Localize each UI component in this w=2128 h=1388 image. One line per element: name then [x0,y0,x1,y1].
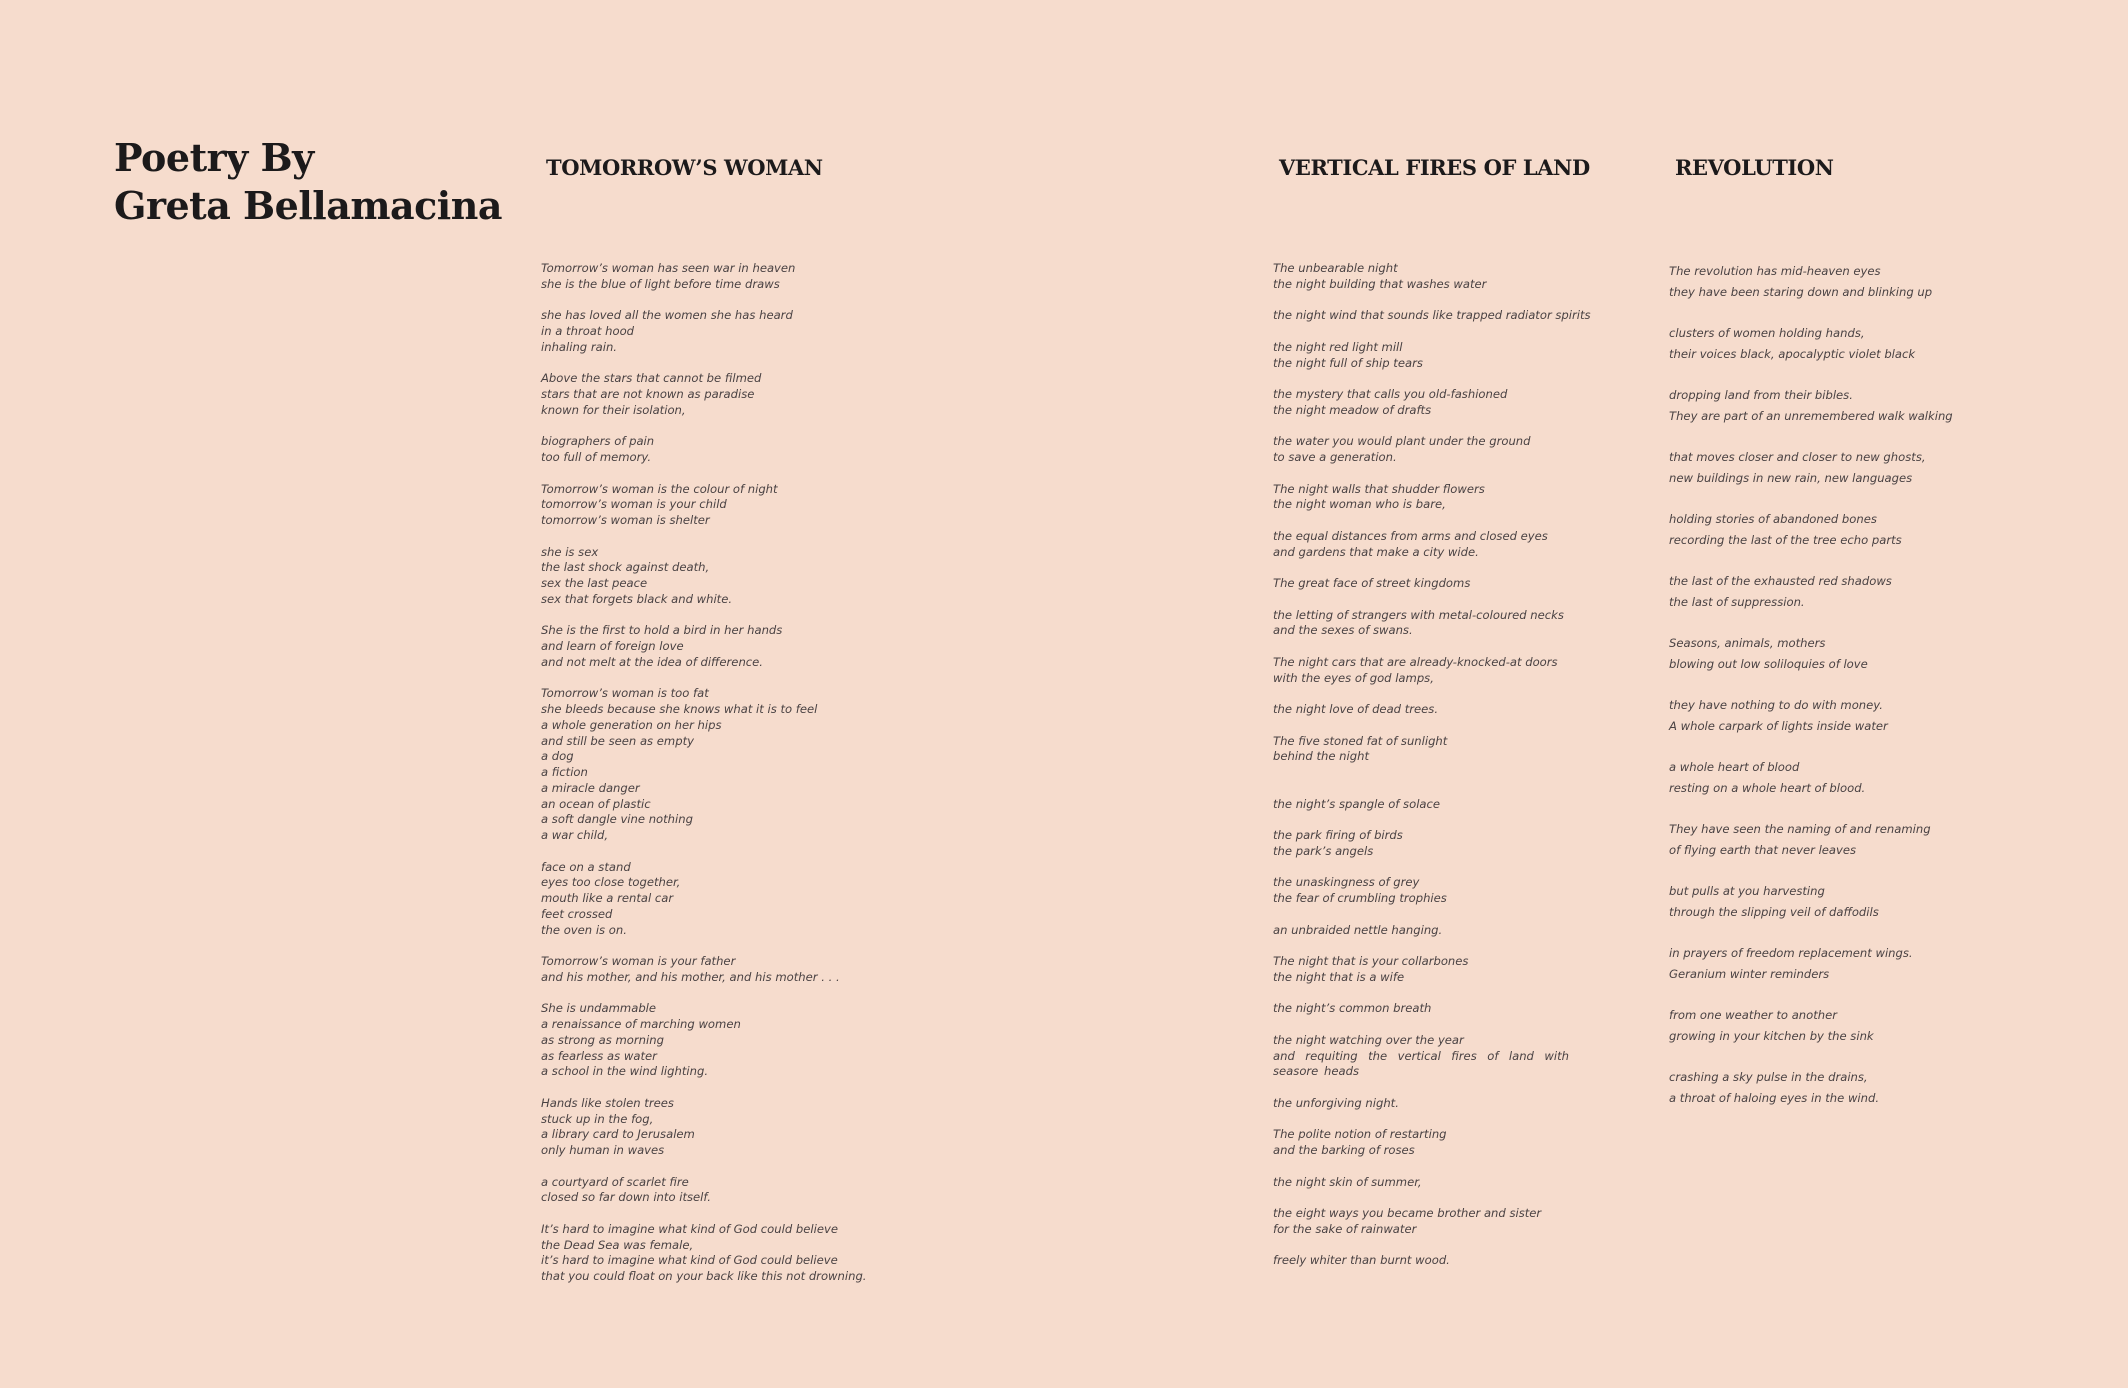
poem-line: biographers of pain [541,434,655,449]
stanza [541,1222,867,1285]
poem-line: Seasons, animals, mothers [1669,636,1826,650]
poem-line: for the sake of rainwater [1273,1221,1417,1236]
poem-line: a library card to Jerusalem [541,1127,695,1142]
poem-line: she is the blue of light before time draws [541,276,780,291]
poem-line: The night walls that shudder flowers [1273,481,1485,496]
poem-line: the night that is a wife [1273,969,1405,984]
stanza [541,623,867,670]
poem-line: a courtyard of scarlet fire [541,1174,689,1189]
stanza [541,954,867,986]
poem-line: the oven is on. [541,922,627,937]
stanza [541,545,867,608]
poem-line: in prayers of freedom replacement wings. [1669,946,1913,960]
poem-line: the night wind that sounds like trapped radiator spirits [1273,308,1591,323]
poem-line: the park firing of birds [1273,828,1403,842]
stanza [541,860,867,939]
poem-line: new buildings in new rain, new languages [1669,471,1913,485]
poem-line: and still be seen as empty [541,733,694,748]
poem-line: a war child, [541,828,609,842]
poem-line: Hands like stolen trees [541,1095,674,1110]
poem-line: the night woman who is bare, [1273,497,1446,512]
stanza [1273,797,1569,813]
poem-line: The unbearable night [1273,261,1398,275]
poem-line: to save a generation. [1273,450,1397,464]
poem-line: a whole generation on her hips [541,717,722,732]
poem-line: the mystery that calls you old-fashioned [1273,387,1508,401]
stanza [541,1175,867,1207]
poem-line: stuck up in the fog, [541,1111,654,1126]
stanza [1669,881,1953,923]
poem-line: the night full of ship tears [1273,355,1423,370]
poem-line: sex the last peace [541,576,648,590]
poem-line: Geranium winter reminders [1669,967,1830,981]
stanza [1669,633,1953,675]
poem-line: she bleeds because she knows what it is to feel [541,702,818,716]
poem-line: that moves closer and closer to new ghosts, [1669,450,1926,464]
poem-line: the night skin of summer, [1273,1174,1422,1189]
stanza [1669,571,1953,613]
stanza [1273,529,1569,561]
poem-line: in a throat hood [541,324,635,338]
poem-line: They are part of an unremembered walk walking [1669,409,1953,423]
stanza [1273,434,1569,466]
poem-line: the unforgiving night. [1273,1095,1399,1110]
poem-line: behind the night [1273,749,1369,764]
poem-line: and the barking of roses [1273,1143,1415,1157]
poem-line: through the slipping veil of daffodils [1669,905,1879,919]
poem-line: the last of the exhausted red shadows [1669,574,1892,588]
poem-line: she is sex [541,544,599,559]
poem-line: The night that is your collarbones [1273,954,1469,968]
stanza [541,371,867,418]
poem-line: and the sexes of swans. [1273,623,1413,638]
stanza [541,1096,867,1159]
poem-line: face on a stand [541,859,631,874]
poem-line: the fear of crumbling trophies [1273,891,1447,905]
poem-line: tomorrow’s woman is your child [541,497,727,512]
poem-title: REVOLUTION [1675,155,1834,180]
poem-line: and his mother, and his mother, and his mother . . . [541,969,840,984]
poem-line: It’s hard to imagine what kind of God could believe [541,1221,838,1236]
poem-line: and not melt at the idea of difference. [541,654,763,669]
poem-line: an ocean of plastic [541,796,651,811]
stanza [1669,509,1953,551]
poem-line: the letting of strangers with metal-coloured necks [1273,607,1564,622]
poem-line: resting on a whole heart of blood. [1669,781,1866,795]
stanza [1273,387,1569,419]
poem-line: with the eyes of god lamps, [1273,670,1434,685]
stanza [1273,734,1569,766]
poem-line: eyes too close together, [541,875,681,890]
poem-line: The great face of street kingdoms [1273,576,1471,590]
stanza [1669,261,1953,303]
poem-line: Tomorrow’s woman is the colour of night [541,481,778,496]
stanza [1273,1127,1569,1159]
poem-line: the Dead Sea was female, [541,1237,694,1252]
stanza [1273,576,1569,592]
page-title [114,134,502,230]
poem-line: as fearless as water [541,1048,657,1063]
poem-line: they have been staring down and blinking up [1669,285,1933,299]
poem-line: and learn of foreign love [541,639,684,653]
poem-line: freely whiter than burnt wood. [1273,1253,1450,1268]
poem-line: the night’s common breath [1273,1001,1432,1016]
stanza [541,482,867,529]
poem-line: she has loved all the women she has heard [541,308,793,323]
page-title-line-2: Greta Bellamacina [114,183,502,228]
stanza [1669,323,1953,365]
poem-line: a whole heart of blood [1669,760,1800,774]
poem-title: TOMORROW’S WOMAN [546,155,823,180]
stanza [1273,1206,1569,1238]
poem-line: The revolution has mid-heaven eyes [1669,264,1881,278]
poem-line: the unaskingness of grey [1273,875,1420,890]
stanza [1273,702,1569,718]
poem-line: and gardens that make a city wide. [1273,544,1479,559]
poem-line: the last shock against death, [541,560,710,575]
stanza [1669,943,1953,985]
poem-line: and requiting the vertical fires of land with seasore heads [1273,1048,1569,1079]
stanza [1273,340,1569,372]
poem-line: the night building that washes water [1273,276,1487,291]
poem-line: holding stories of abandoned bones [1669,512,1877,526]
poem-line: A whole carpark of lights inside water [1669,719,1888,733]
stanza [1273,1253,1569,1269]
poem-line: dropping land from their bibles. [1669,388,1853,402]
poem-line: The night cars that are already-knocked-at doors [1273,654,1558,669]
poem-line: only human in waves [541,1143,665,1157]
poem-line: the equal distances from arms and closed eyes [1273,528,1548,543]
poem-line: from one weather to another [1669,1008,1838,1022]
poem-line: tomorrow’s woman is shelter [541,513,710,527]
poem-line: The polite notion of restarting [1273,1127,1447,1142]
poem-line: crashing a sky pulse in the drains, [1669,1070,1868,1084]
poem-body [1669,261,1953,1129]
poem-line: Tomorrow’s woman has seen war in heaven [541,261,796,275]
poem-line: the night love of dead trees. [1273,702,1439,716]
poem-line: Tomorrow’s woman is too fat [541,686,709,701]
poem-line: stars that are not known as paradise [541,387,755,401]
poem-line: an unbraided nettle hanging. [1273,922,1443,937]
poem-body [541,261,867,1301]
poem-line: it’s hard to imagine what kind of God could believe [541,1253,838,1268]
stanza [1273,954,1569,986]
stanza [541,308,867,355]
poem-line: The five stoned fat of sunlight [1273,733,1448,748]
stanza [1273,828,1569,860]
poem-line: She is undammable [541,1001,657,1016]
stanza [1273,875,1569,907]
poem-line: a renaissance of marching women [541,1017,741,1031]
page-title-line-1: Poetry By [114,135,314,180]
poem-line: their voices black, apocalyptic violet black [1669,347,1916,361]
poem-line: a miracle danger [541,780,640,795]
stanza [1669,695,1953,737]
poem-title: VERTICAL FIRES OF LAND [1279,155,1590,180]
poem-line: Above the stars that cannot be filmed [541,371,762,386]
stanza [1669,385,1953,427]
stanza [1669,1005,1953,1047]
poem-body [1273,261,1591,1285]
poem-line: a fiction [541,765,588,779]
stanza [541,434,867,466]
stanza [1273,308,1591,324]
poem-line: They have seen the naming of and renaming [1669,822,1931,836]
poem-line: growing in your kitchen by the sink [1669,1029,1874,1043]
poem-line: too full of memory. [541,450,652,464]
stanza [1669,447,1953,489]
poem-line: of flying earth that never leaves [1669,843,1857,857]
poem-line: blowing out low soliloquies of love [1669,657,1868,671]
poem-line: the park’s angels [1273,843,1374,858]
stanza [1273,261,1569,293]
poem-line: a dog [541,749,574,764]
poem-line: mouth like a rental car [541,891,674,905]
poem-line: She is the first to hold a bird in her hands [541,623,783,638]
stanza [1273,1001,1569,1017]
stanza [1669,819,1953,861]
stanza [1669,757,1953,799]
poem-line: but pulls at you harvesting [1669,884,1825,898]
stanza [1273,1096,1569,1112]
poem-line: the last of suppression. [1669,595,1805,609]
stanza [1669,1067,1953,1109]
poem-line: recording the last of the tree echo parts [1669,533,1902,547]
stanza [1273,655,1569,687]
poem-line: they have nothing to do with money. [1669,698,1883,712]
stanza [1273,482,1569,514]
stanza [1273,923,1569,939]
poem-line: a soft dangle vine nothing [541,812,693,827]
stanza [1273,608,1569,640]
stanza [541,261,867,293]
poem-line: known for their isolation, [541,402,686,417]
poem-line: the eight ways you became brother and sister [1273,1206,1542,1220]
poem-line: clusters of women holding hands, [1669,326,1865,340]
stanza [541,1001,867,1080]
poem-line: Tomorrow’s woman is your father [541,954,736,968]
poem-line: a school in the wind lighting. [541,1064,709,1079]
poem-line: sex that forgets black and white. [541,591,733,606]
stanza [1273,1175,1569,1191]
poem-line: the night’s spangle of solace [1273,796,1441,811]
poem-line: the water you would plant under the ground [1273,434,1531,449]
stanza [541,686,867,844]
poem-line: that you could float on your back like this not drowning. [541,1269,867,1283]
poem-line: a throat of haloing eyes in the wind. [1669,1091,1880,1105]
poem-line: as strong as morning [541,1032,664,1047]
poem-line: feet crossed [541,906,613,921]
poem-line: the night meadow of drafts [1273,402,1432,417]
poem-line: the night red light mill [1273,339,1403,354]
stanza [1273,1033,1569,1080]
poem-line: the night watching over the year [1273,1032,1464,1047]
poem-line: inhaling rain. [541,339,617,354]
poem-line: closed so far down into itself. [541,1190,711,1205]
